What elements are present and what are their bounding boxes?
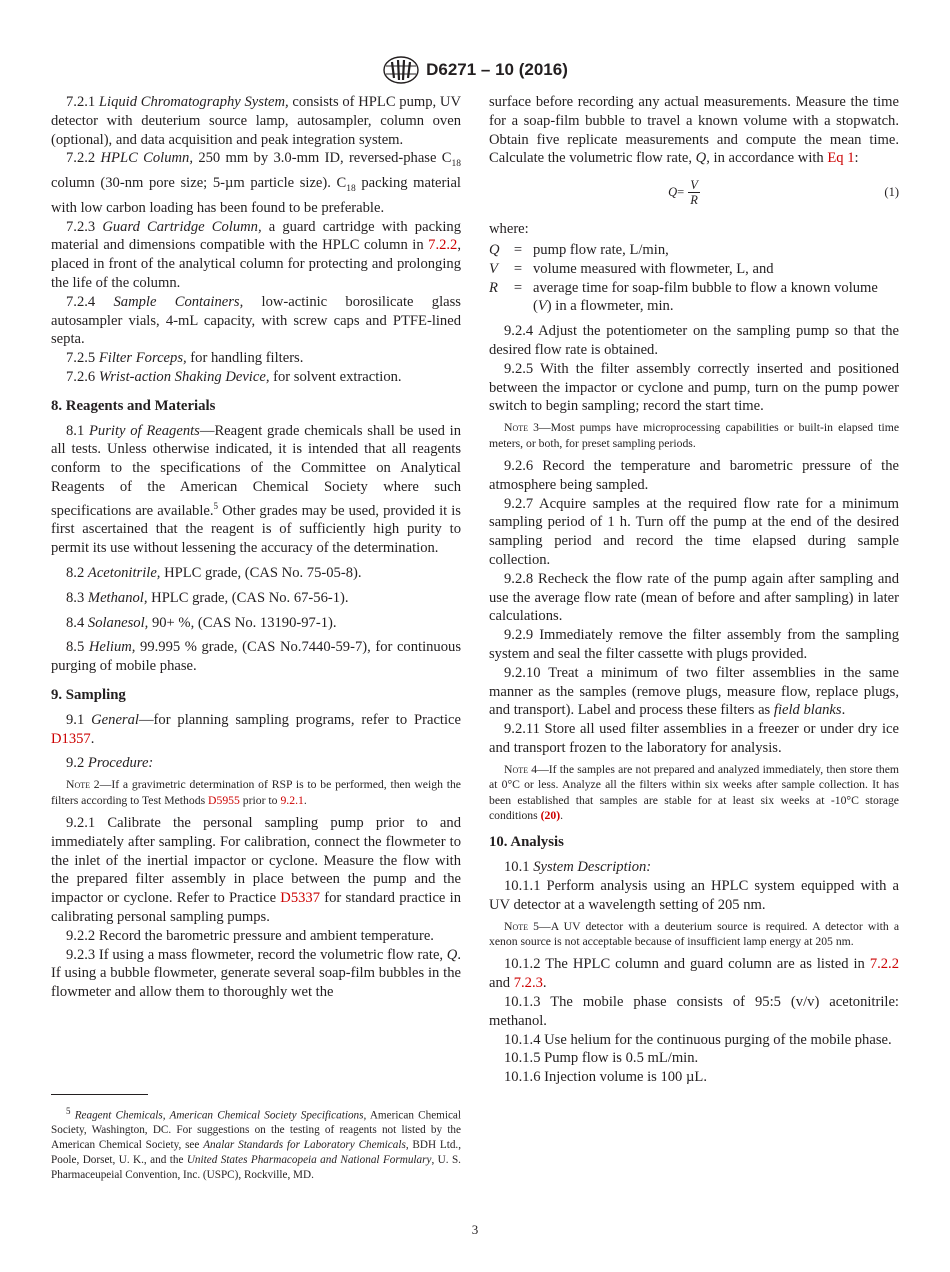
paragraph-7-2-6: 7.2.6 Wrist-action Shaking Device, for solvent extraction. [66, 368, 402, 385]
link-ref-20[interactable]: (20) [540, 808, 561, 822]
page-header [0, 55, 950, 85]
paragraph-9-2-7: 9.2.7 Acquire samples at the required flow rate for a minimum sampling period of 1 h. Turn off the pump at the end of the desired sampling period and record the time elapsed during sample collection. [489, 495, 899, 568]
note-5: Note 5—A UV detector with a deuterium source is required. A detector with a xenon source is not acceptable because of insufficient lamp energy at 205 nm. [489, 919, 900, 948]
note-2: Note 2—If a gravimetric determination of RSP is to be performed, then weigh the filters according to Test Methods D5955 prior to 9.2.1. [51, 778, 461, 807]
paragraph-10-1-1: 10.1.1 Perform analysis using an HPLC system equipped with a UV detector at a wavelength setting of 205 nm. [489, 877, 899, 913]
link-d5337[interactable]: D5337 [280, 890, 321, 907]
paragraph-10-1-6: 10.1.6 Injection volume is 100 µL. [504, 1069, 707, 1086]
paragraph-9-2-6: 9.2.6 Record the temperature and barometric pressure of the atmosphere being sampled. [489, 457, 899, 493]
section-heading-10: 10. Analysis [489, 834, 564, 851]
paragraph-9-2-1: 9.2.1 Calibrate the personal sampling pump prior to and immediately after sampling. For calibration, connect the flowmeter to the inlet of the inertial impactor or cyclone. Measure the flow with the prepared filter assembly in place between the pump and the impactor or cyclone. Refer to Practice D5337 for standard practice in calibrating personal sampling pumps. [51, 814, 462, 925]
link-7-2-3[interactable]: 7.2.3 [513, 975, 543, 992]
document-designation: D6271 – 10 (2016) [426, 60, 568, 79]
note-4: Note 4—If the samples are not prepared and analyzed immediately, then store them at 0°C or less. Analyze all the filters within six weeks after sample collection. It has been established that samples are stable for at least six weeks at -10°C storage conditions (20). [489, 762, 900, 822]
paragraph-10-1-2: 10.1.2 The HPLC column and guard column are as listed in 7.2.2 and 7.2.3. [489, 956, 899, 992]
paragraph-10-1-5: 10.1.5 Pump flow is 0.5 mL/min. [504, 1050, 699, 1067]
paragraph-9-2-9: 9.2.9 Immediately remove the filter assembly from the sampling system and seal the filter cassette with plugs provided. [489, 627, 899, 662]
link-d1357[interactable]: D1357 [51, 730, 91, 747]
link-eq-1[interactable]: Eq 1 [827, 150, 855, 167]
paragraph-10-1: 10.1 System Description: [504, 859, 652, 876]
definition-q: Q = pump flow rate, L/min, [489, 241, 669, 258]
paragraph-7-2-4: 7.2.4 Sample Containers, low-actinic borosilicate glass autosampler vials, 4-mL capacity, with screw caps and PTFE-lined septa. [51, 293, 461, 348]
equation-1: Q = $\frac{V}{R}$ (1) [668, 177, 899, 207]
section-heading-9: 9. Sampling [51, 686, 126, 703]
page-number: 3 [471, 1222, 479, 1237]
paragraph-10-1-3: 10.1.3 The mobile phase consists of 95:5 (v/v) acetonitrile: methanol. [489, 993, 899, 1029]
paragraph-9-2-11: 9.2.11 Store all used filter assemblies in a freezer or under dry ice and transport frozen to the laboratory for analysis. [489, 721, 899, 756]
link-7-2-2[interactable]: 7.2.2 [428, 237, 458, 254]
variable-definitions [489, 241, 899, 316]
equation-number: (1) [884, 184, 899, 199]
paragraph-9-2-2: 9.2.2 Record the barometric pressure and ambient temperature. [66, 927, 434, 944]
note-3: Note 3—Most pumps have microprocessing capabilities or built-in elapsed time meters, or both, for preset sampling periods. [489, 421, 900, 450]
paragraph-8-1: 8.1 Purity of Reagents—Reagent grade chemicals shall be used in all tests. Unless otherwise indicated, it is intended that all reagents conform to the specifications of the Committee on Analytical Reagents of the American Chemical Society where such specifications are available.$^5$ Other grades may be used, provided it is first ascertained that the reagent is of sufficiently high purity to permit its use without lessening the accuracy of the determination. [51, 422, 461, 557]
paragraph-8-3: 8.3 Methanol, HPLC grade, (CAS No. 67-56-1). [66, 589, 349, 606]
paragraph-9-2-3: 9.2.3 If using a mass flowmeter, record the volumetric flow rate, Q. If using a bubble flowmeter, generate several soap-film bubbles in the flowmeter and allow them to thoroughly wet the [51, 946, 461, 1001]
paragraph-9-2-8: 9.2.8 Recheck the flow rate of the pump again after sampling and use the average flow rate (mean of before and after sampling) in later calculations. [489, 570, 899, 625]
paragraph-7-2-2: 7.2.2 HPLC Column, 250 mm by 3.0-mm ID, reversed-phase $C_{18}$ column (30-nm pore size; 5-µm particle size). $C_{18}$ packing material with low carbon loading has been found to be preferable. [51, 150, 462, 216]
paragraph-10-1-4: 10.1.4 Use helium for the continuous purging of the mobile phase. [504, 1031, 892, 1048]
paragraph-7-2-5: 7.2.5 Filter Forceps, for handling filters. [66, 350, 304, 367]
link-7-2-2-b[interactable]: 7.2.2 [869, 956, 899, 973]
paragraph-9-2-3-continued: surface before recording any actual measurements. Measure the time for a soap-film bubble to travel a known volume with a stopwatch. Obtain five replicate measurements and compute the mean time. Calculate the volumetric flow rate, Q, in accordance with Eq 1: [489, 94, 899, 167]
paragraph-8-2: 8.2 Acetonitrile, HPLC grade, (CAS No. 75-05-8). [66, 565, 362, 581]
definition-r: R = average time for soap-film bubble to flow a known volume (V) in a flowmeter, min. [489, 279, 878, 315]
paragraph-9-1: 9.1 General—for planning sampling programs, refer to Practice D1357. [51, 711, 461, 747]
paragraph-8-5: 8.5 Helium, 99.995 % grade, (CAS No.7440-59-7), for continuous purging of mobile phase. [51, 639, 461, 675]
paragraph-9-2-4: 9.2.4 Adjust the potentiometer on the sampling pump so that the desired flow rate is obtained. [489, 323, 899, 358]
link-9-2-1[interactable]: 9.2.1 [280, 793, 304, 807]
footnote-ref-5[interactable]: 5 [213, 500, 219, 511]
paragraph-9-2-5: 9.2.5 With the filter assembly correctly inserted and positioned between the impactor or cyclone and pump, turn on the pump power switch to begin sampling; record the start time. [489, 360, 899, 415]
footnote-divider [51, 1094, 148, 1095]
paragraph-9-2: 9.2 Procedure: [66, 755, 154, 772]
right-column [489, 93, 899, 1087]
paragraph-8-4: 8.4 Solanesol, 90+ %, (CAS No. 13190-97-1). [66, 614, 337, 631]
paragraph-7-2-3: 7.2.3 Guard Cartridge Column, a guard cartridge with packing material and dimensions compatible with the HPLC column in 7.2.2, placed in front of the analytical column for protecting and prolonging the life of the column. [51, 218, 461, 291]
definition-v: V = volume measured with flowmeter, L, and [489, 260, 774, 277]
paragraph-9-2-10: 9.2.10 Treat a minimum of two filter assemblies in the same manner as the samples (remove plugs, measure flow, replace plugs, and transport). Label and process these filters as field blanks. [489, 664, 899, 719]
astm-logo [382, 55, 420, 85]
link-d5955[interactable]: D5955 [208, 793, 240, 807]
paragraph-7-2-1: 7.2.1 Liquid Chromatography System, consists of HPLC pump, UV detector with deuterium source lamp, autosampler, column oven (optional), and data acquisition and peak integration system. [51, 94, 461, 148]
section-heading-8: 8. Reagents and Materials [51, 397, 216, 414]
footnote-5: $^5$ Reagent Chemicals, American Chemical Society Specifications, American Chemical Society, Washington, DC. For suggestions on the testing of reagents not listed by the American Chemical Society, see Analar Standards for Laboratory Chemicals, BDH Ltd., Poole, Dorset, U. K., and the United States Pharmacopeia and National Formulary, U. S. Pharmaceupeial Convention, Inc. (USPC), Rockville, MD. [51, 1106, 462, 1181]
left-column [51, 93, 461, 1002]
where-label: where: [489, 221, 529, 238]
